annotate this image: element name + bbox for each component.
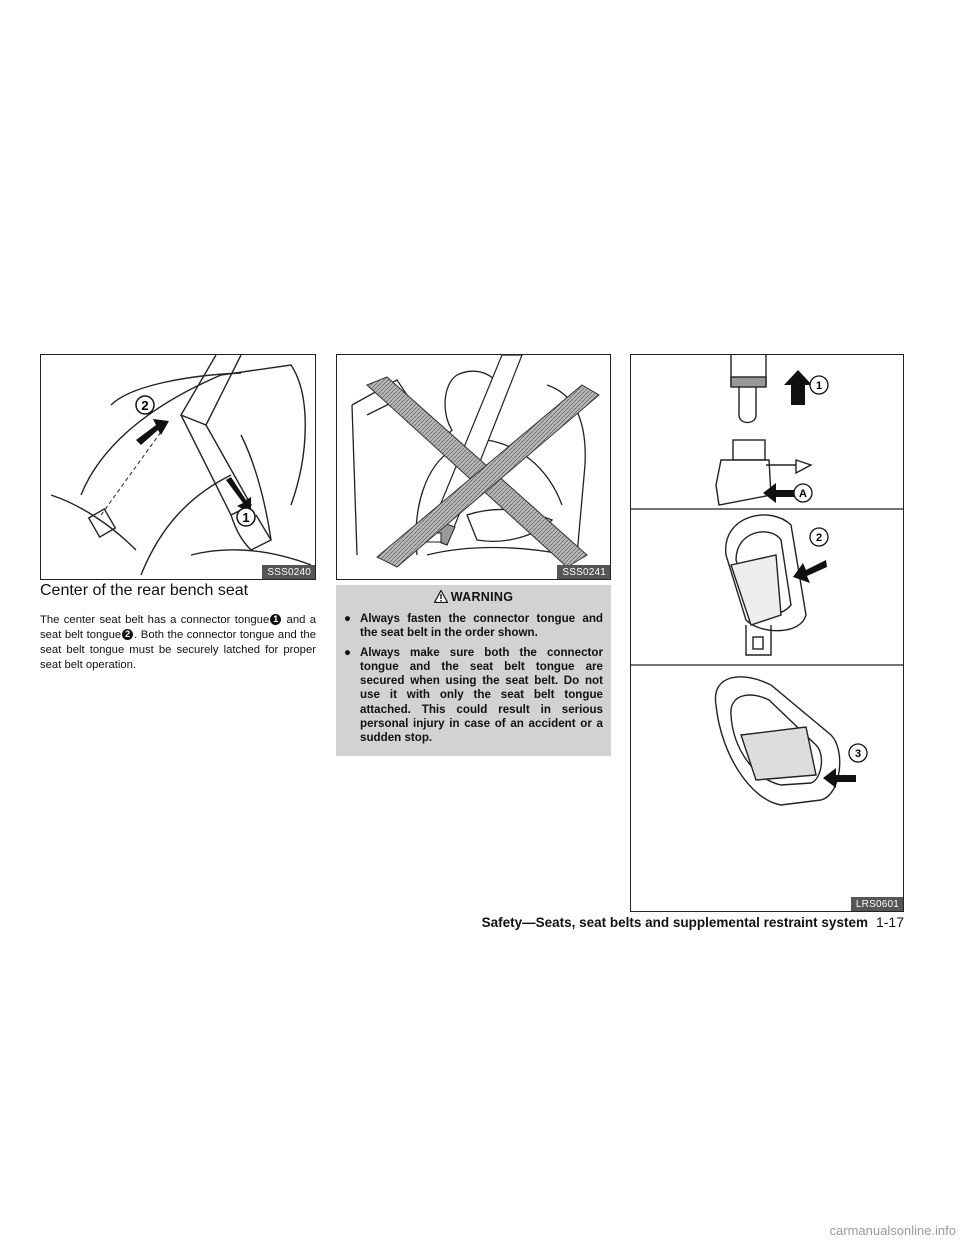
callout-circle-icon: [237, 508, 255, 526]
fig1-callout-1: 1: [242, 510, 250, 525]
body-text-2: and a seat belt tongue: [40, 614, 316, 641]
warning-item-text: Always fasten the connector tongue and the seat belt in the order shown.: [360, 612, 603, 640]
fig3-callout-A: A: [799, 488, 807, 500]
warning-box: [336, 585, 611, 756]
page-footer: [482, 914, 904, 930]
body-text-1: The center seat belt has a connector tongue: [40, 614, 270, 626]
warning-item: [344, 612, 603, 641]
bullet: ●: [344, 645, 352, 659]
watermark: carmanualsonline.info: [829, 1223, 956, 1238]
callout-circle-icon: [794, 484, 812, 502]
figure-connector-tongue: [40, 354, 316, 580]
callout-circle-icon: [136, 396, 154, 414]
fig3-callout-2: 2: [815, 532, 823, 544]
figure-code: LRS0601: [851, 897, 903, 911]
callout-circle-icon: [849, 744, 867, 762]
buckle-illustration: [631, 355, 904, 912]
seat-belt-illustration-2: [337, 355, 611, 580]
arrow-icon: [136, 419, 169, 445]
callout-circle-icon: [810, 376, 828, 394]
figure-code: SSS0240: [262, 565, 315, 579]
warning-item-text: Always make sure both the connector tongue and the seat belt tongue are secured when using the seat belt. Do not use it with only the seat belt tongue attached. This could result in serious personal injury in case of an accident or a sudden stop.: [360, 645, 603, 745]
arrow-icon: [784, 370, 812, 405]
footer-section: Safety—Seats, seat belts and supplemental restraint system: [481, 915, 868, 930]
figure-code: SSS0241: [557, 565, 610, 579]
warning-item: [344, 646, 603, 746]
body-text-3: . Both the connector tongue and the seat belt tongue must be securely latched for proper seat belt operation.: [40, 629, 316, 671]
page-number: 1-17: [875, 914, 904, 930]
fig1-callout-2: 2: [141, 398, 149, 413]
seat-belt-illustration-1: [41, 355, 316, 580]
warning-title: WARNING: [450, 590, 514, 604]
warning-list: [336, 612, 611, 746]
figure-incorrect-usage: [336, 354, 611, 580]
callout-circle-icon: 2: [122, 629, 133, 640]
callout-circle-icon: [810, 528, 828, 546]
section-body: [40, 613, 316, 673]
fig3-callout-3: 3: [854, 748, 862, 760]
callout-circle-icon: 1: [270, 614, 281, 625]
fig3-callout-1: 1: [815, 380, 823, 392]
warning-heading: [336, 585, 611, 606]
warning-triangle-icon: [434, 590, 448, 606]
bullet: ●: [344, 612, 352, 625]
section-title: Center of the rear bench seat: [40, 582, 249, 599]
figure-buckle-steps: [630, 354, 904, 912]
